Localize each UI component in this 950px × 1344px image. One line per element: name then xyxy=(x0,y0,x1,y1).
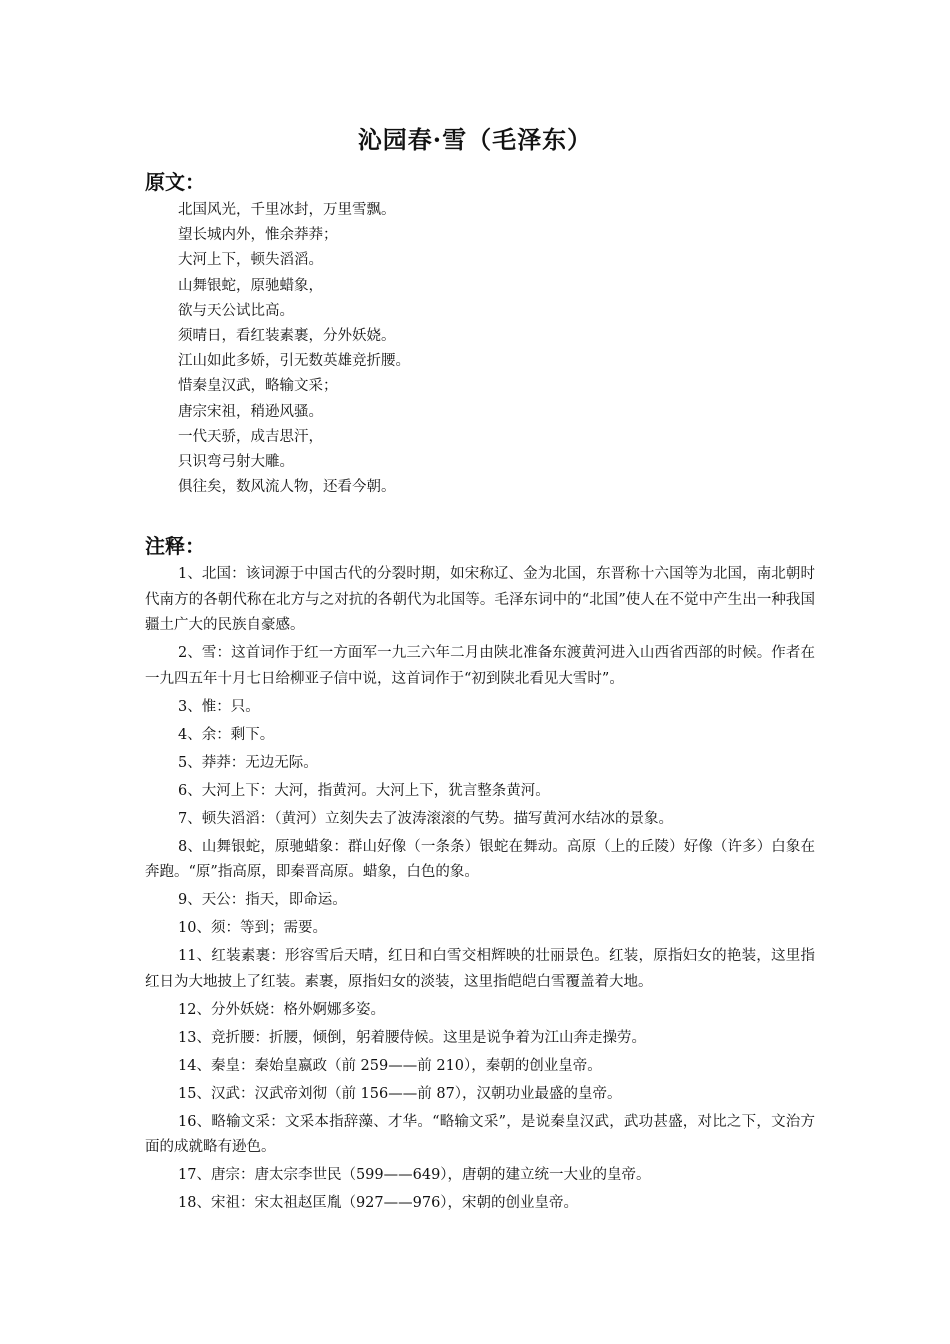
note-item: 17、唐宗：唐太宗李世民（599——649），唐朝的建立统一大业的皇帝。 xyxy=(178,1167,651,1183)
note-item: 1、北国：该词源于中国古代的分裂时期，如宋称辽、金为北国，东晋称十六国等为北国，南北朝时代南方的各朝代称在北方与之对抗的各朝代为北国等。毛泽东词中的“北国”使人在不觉中产生出一种我国疆土广大的民族自豪感。 xyxy=(145,566,815,633)
poem-line: 北国风光，千里冰封，万里雪飘。 xyxy=(178,202,396,218)
note-item: 4、余：剩下。 xyxy=(178,726,275,743)
notes-heading: 注释： xyxy=(145,534,205,558)
poem-line: 只识弯弓射大雕。 xyxy=(178,453,294,470)
poem-line: 唐宗宋祖，稍逊风骚。 xyxy=(178,403,323,420)
poem-line: 一代天骄，成吉思汗， xyxy=(178,428,323,445)
note-item: 14、秦皇：秦始皇嬴政（前 259——前 210），秦朝的创业皇帝。 xyxy=(178,1057,602,1074)
note-item: 10、须：等到；需要。 xyxy=(178,920,327,936)
note-item: 16、略输文采：文采本指辞藻、才华。“略输文采”，是说秦皇汉武，武功甚盛，对比之下，文治方面的成就略有逊色。 xyxy=(145,1113,815,1155)
note-item: 18、宋祖：宋太祖赵匡胤（927——976），宋朝的创业皇帝。 xyxy=(178,1195,579,1211)
poem-line: 山舞银蛇，原驰蜡象， xyxy=(178,277,323,294)
poem-line: 江山如此多娇，引无数英雄竞折腰。 xyxy=(178,353,410,370)
note-item: 12、分外妖娆：格外婀娜多姿。 xyxy=(178,1001,385,1018)
note-item: 7、顿失滔滔：（黄河）立刻失去了波涛滚滚的气势。描写黄河水结冰的景象。 xyxy=(178,810,673,827)
note-item: 11、红装素裹：形容雪后天晴，红日和白雪交相辉映的壮丽景色。红装，原指妇女的艳装，这里指红日为大地披上了红装。素裹，原指妇女的淡装，这里指皑皑白雪覆盖着大地。 xyxy=(145,948,815,990)
notes-list xyxy=(145,562,815,1219)
note-item: 2、雪：这首词作于红一方面军一九三六年二月由陕北准备东渡黄河进入山西省西部的时候。作者在一九四五年十月七日给柳亚子信中说，这首词作于“初到陕北看见大雪时”。 xyxy=(145,645,815,687)
poem-line: 须晴日，看红装素裹，分外妖娆。 xyxy=(178,327,396,344)
note-item: 13、竞折腰：折腰，倾倒，躬着腰侍候。这里是说争着为江山奔走操劳。 xyxy=(178,1029,646,1046)
document-title: 沁园春·雪（毛泽东） xyxy=(357,125,593,154)
note-item: 6、大河上下：大河，指黄河。大河上下，犹言整条黄河。 xyxy=(178,782,550,799)
poem-body xyxy=(178,198,818,500)
note-item: 8、山舞银蛇，原驰蜡象：群山好像（一条条）银蛇在舞动。高原（上的丘陵）好像（许多）白象在奔跑。“原”指高原，即秦晋高原。蜡象，白色的象。 xyxy=(145,838,815,880)
poem-line: 俱往矣，数风流人物，还看今朝。 xyxy=(178,479,396,496)
original-text-heading: 原文： xyxy=(145,170,205,194)
poem-line: 惜秦皇汉武，略输文采； xyxy=(178,378,338,395)
poem-line: 望长城内外，惟余莽莽； xyxy=(178,227,338,244)
note-item: 3、惟：只。 xyxy=(178,698,260,715)
note-item: 9、天公：指天，即命运。 xyxy=(178,892,347,908)
note-item: 15、汉武：汉武帝刘彻（前 156——前 87），汉朝功业最盛的皇帝。 xyxy=(178,1085,622,1102)
poem-line: 欲与天公试比高。 xyxy=(178,302,294,319)
poem-line: 大河上下，顿失滔滔。 xyxy=(178,252,323,269)
note-item: 5、莽莽：无边无际。 xyxy=(178,754,318,771)
